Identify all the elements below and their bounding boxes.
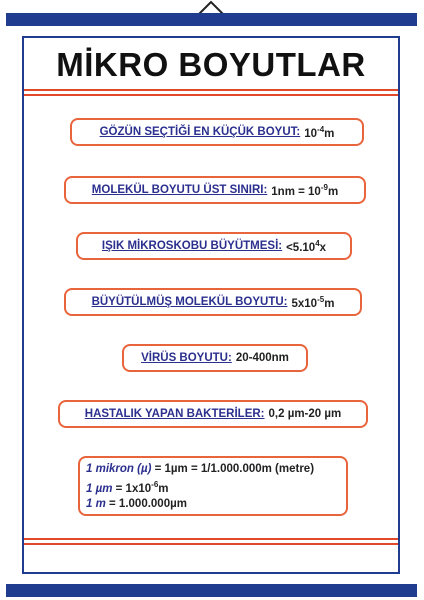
info-box-eye-resolution [70,118,364,146]
info-value: 0,2 µm-20 µm [268,408,342,420]
title-divider-line [24,89,398,91]
bottom-hanging-rod [6,584,417,597]
bottom-divider-line [24,538,398,540]
info-value: $1nm = 10^{-9}m$ [271,182,339,198]
info-label: HASTALIK YAPAN BAKTERİLER: [84,408,265,420]
unit-label: 1 µm [86,482,113,495]
info-label: IŞIK MİKROSKOBU BÜYÜTMESİ: [101,240,283,252]
info-box-magnified-molecule [64,288,362,316]
info-label: GÖZÜN SEÇTİĞİ EN KÜÇÜK BOYUT: [99,126,301,138]
info-label: BÜYÜTÜLMÜŞ MOLEKÜL BOYUTU: [91,296,288,308]
poster [22,36,400,574]
title-divider-line [24,94,398,96]
unit-value: = 1.000.000µm [105,497,187,510]
unit-line [86,462,340,477]
info-label: VİRÜS BOYUTU: [141,352,232,364]
info-box-light-microscope [76,232,352,260]
top-hanging-rod [6,13,417,26]
bottom-divider-line [24,543,398,545]
info-box-bacteria-size [58,400,368,428]
unit-line [86,497,340,512]
info-box-virus-size [122,344,308,372]
unit-label: 1 m [86,497,106,510]
unit-label: 1 mikron (µ) [86,463,152,475]
info-value: $10^{-4}m$ [304,124,335,140]
info-box-molecule-limit [64,176,366,204]
info-label: MOLEKÜL BOYUTU ÜST SINIRI: [91,184,268,196]
info-value: $5x10^{-5}m$ [291,294,335,310]
unit-value: = $1x10^{-6}m$ [112,480,169,495]
unit-value: = 1µm = 1/1.000.000m (metre) [151,463,315,475]
unit-line [86,477,340,497]
info-value: $<5.10^4x$ [286,238,327,254]
poster-title: MİKRO BOYUTLAR [56,46,366,83]
info-value: 20-400nm [235,352,289,364]
unit-conversion-box [78,456,348,516]
